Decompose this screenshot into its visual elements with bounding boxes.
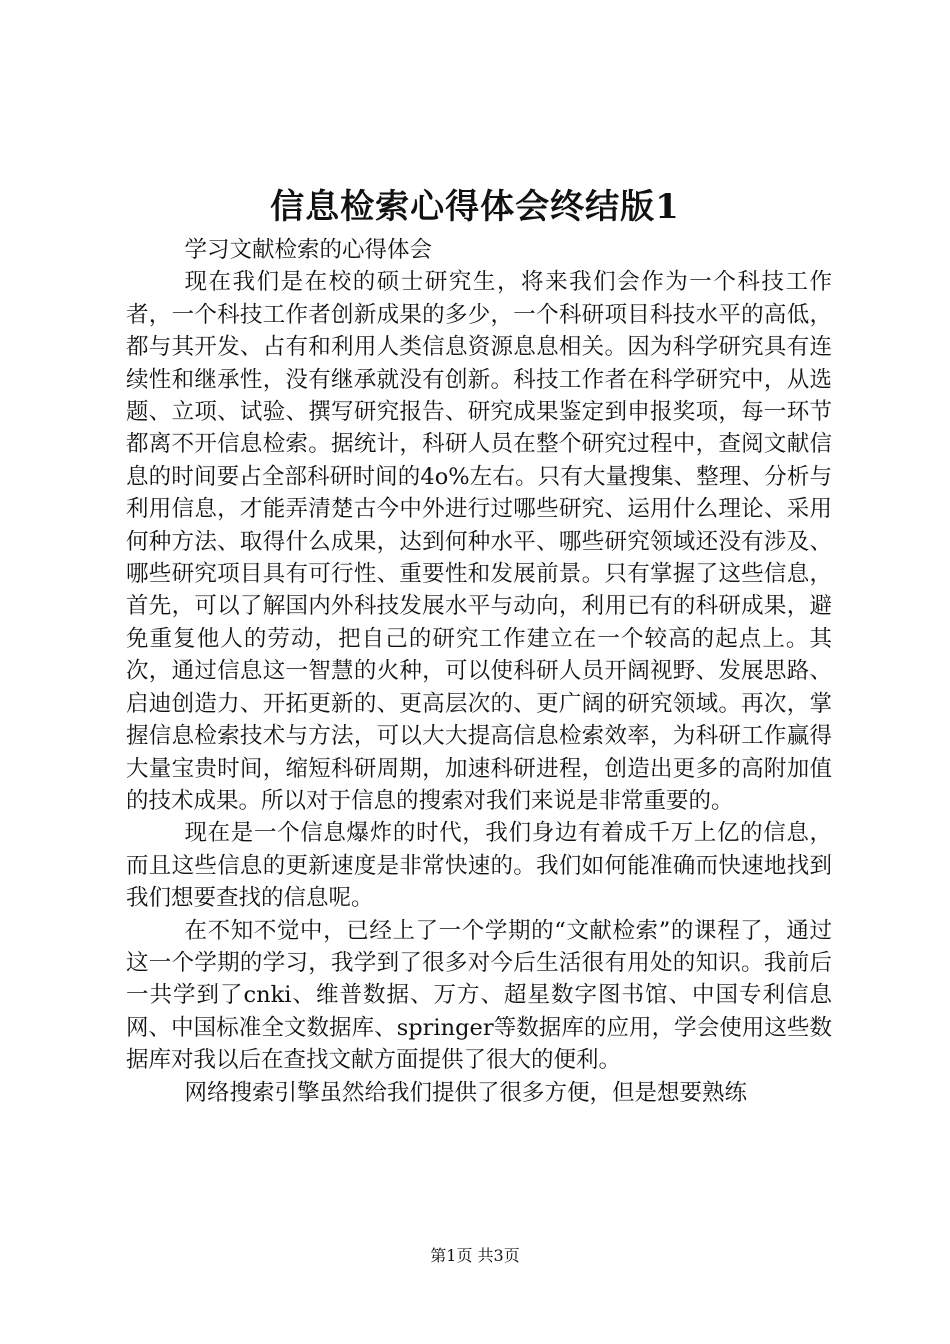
body-paragraph-2: 现在是一个信息爆炸的时代，我们身边有着成千万上亿的信息，而且这些信息的更新速度是非常快速的。我们如何能准确而快速地找到我们想要查找的信息呢。: [126, 820, 832, 912]
body-paragraph-1: 现在我们是在校的硕士研究生，将来我们会作为一个科技工作者，一个科技工作者创新成果的多少，一个科研项目科技水平的高低，都与其开发、占有和利用人类信息资源息息相关。因为科学研究具有连续性和继承性，没有继承就没有创新。科技工作者在科学研究中，从选题、立项、试验、撰写研究报告、研究成果鉴定到申报奖项，每一环节都离不开信息检索。据统计，科研人员在整个研究过程中，查阅文献信息的时间要占全部科研时间的4o%左右。只有大量搜集、整理、分析与利用信息，才能弄清楚古今中外进行过哪些研究、运用什么理论、采用何种方法、取得什么成果，达到何种水平、哪些研究领域还没有涉及、哪些研究项目具有可行性、重要性和发展前景。只有掌握了这些信息，首先，可以了解国内外科技发展水平与动向，利用已有的科研成果，避免重复他人的劳动，把自己的研究工作建立在一个较高的起点上。其次，通过信息这一智慧的火种，可以使科研人员开阔视野、发展思路、启迪创造力、开拓更新的、更高层次的、更广阔的研究领域。再次，掌握信息检索技术与方法，可以大大提高信息检索效率，为科研工作赢得大量宝贵时间，缩短科研周期，加速科研进程，创造出更多的高附加值的技术成果。所以对于信息的搜索对我们来说是非常重要的。: [126, 269, 832, 814]
body-paragraph-4: 网络搜索引擎虽然给我们提供了很多方便，但是想要熟练: [184, 1079, 748, 1106]
body-paragraph-3: 在不知不觉中，已经上了一个学期的“文献检索”的课程了，通过这一个学期的学习，我学到了很多对今后生活很有用处的知识。我前后一共学到了cnki、维普数据、万方、超星数字图书馆、中国专利信息网、中国标准全文数据库、springer等数据库的应用，学会使用这些数据库对我以后在查找文献方面提供了很大的便利。: [126, 917, 832, 1074]
subtitle-paragraph: 学习文献检索的心得体会: [184, 237, 433, 263]
document-body: [126, 234, 832, 1109]
page-number-footer: 第1页 共3页: [430, 1246, 520, 1265]
document-title: 信息检索心得体会终结版1: [270, 187, 680, 227]
